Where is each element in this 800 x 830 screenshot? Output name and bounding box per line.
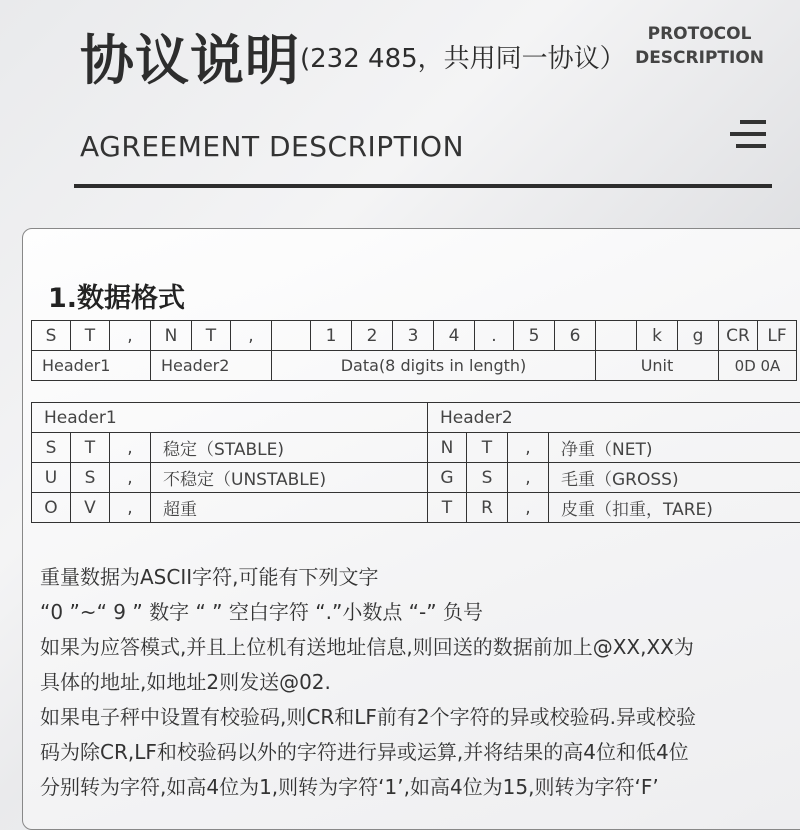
table-row <box>32 493 800 523</box>
description-line: 分别转为字符,如高4位为1,则转为字符‘1’,如高4位为15,则转为字符‘F’ <box>40 770 800 805</box>
header1-desc: 不稳定（UNSTABLE) <box>151 463 428 493</box>
header1-char: U <box>32 463 71 493</box>
header-divider <box>74 184 772 188</box>
header-definition-table <box>31 402 800 523</box>
format-cell: , <box>231 321 272 351</box>
page-subtitle: (232 485，共用同一协议） <box>300 38 626 75</box>
header1-title: Header1 <box>32 403 428 433</box>
header2-char: T <box>428 493 467 523</box>
header1-char: , <box>110 463 151 493</box>
protocol-label <box>635 22 764 70</box>
format-cell: T <box>192 321 231 351</box>
header2-char: S <box>467 463 508 493</box>
table-row <box>32 433 800 463</box>
header2-desc: 净重（NET) <box>549 433 800 463</box>
format-cell <box>596 321 637 351</box>
format-cell: LF <box>758 321 797 351</box>
agreement-heading: AGREEMENT DESCRIPTION <box>80 130 464 163</box>
format-cell: , <box>110 321 151 351</box>
header2-title: Header2 <box>428 403 800 433</box>
format-cell: 2 <box>352 321 393 351</box>
menu-icon[interactable] <box>730 120 766 150</box>
header1-char: V <box>71 493 110 523</box>
page-title: 协议说明 <box>80 18 300 95</box>
format-cell: 4 <box>434 321 475 351</box>
format-cell: T <box>71 321 110 351</box>
format-char-row <box>32 321 797 351</box>
header1-char: T <box>71 433 110 463</box>
format-label-header2: Header2 <box>151 351 272 381</box>
data-format-table <box>31 320 797 381</box>
format-label-data: Data(8 digits in length) <box>272 351 596 381</box>
format-cell: g <box>678 321 719 351</box>
table-row <box>32 463 800 493</box>
header2-desc: 皮重（扣重，TARE) <box>549 493 800 523</box>
description-line: 具体的地址,如地址2则发送@02. <box>40 665 800 700</box>
header1-char: S <box>32 433 71 463</box>
protocol-line-2: DESCRIPTION <box>635 46 764 70</box>
format-cell: 6 <box>555 321 596 351</box>
format-cell: k <box>637 321 678 351</box>
header1-char: , <box>110 493 151 523</box>
header2-char: , <box>508 433 549 463</box>
header2-char: , <box>508 463 549 493</box>
format-label-end: 0D 0A <box>719 351 797 381</box>
description-line: “0 ”~“ 9 ” 数字 “ ” 空白字符 “.”小数点 “-” 负号 <box>40 595 800 630</box>
header1-char: O <box>32 493 71 523</box>
description-line: 如果为应答模式,并且上位机有送地址信息,则回送的数据前加上@XX,XX为 <box>40 630 800 665</box>
header1-desc: 超重 <box>151 493 428 523</box>
format-cell <box>272 321 311 351</box>
header2-char: T <box>467 433 508 463</box>
description-line: 码为除CR,LF和校验码以外的字符进行异或运算,并将结果的高4位和低4位 <box>40 735 800 770</box>
protocol-line-1: PROTOCOL <box>635 22 764 46</box>
format-label-header1: Header1 <box>32 351 151 381</box>
header2-char: R <box>467 493 508 523</box>
header1-char: , <box>110 433 151 463</box>
format-label-row <box>32 351 797 381</box>
format-cell: N <box>151 321 192 351</box>
header2-char: , <box>508 493 549 523</box>
description-text <box>40 560 800 805</box>
description-line: 重量数据为ASCII字符,可能有下列文字 <box>40 560 800 595</box>
header1-desc: 稳定（STABLE) <box>151 433 428 463</box>
header1-char: S <box>71 463 110 493</box>
description-line: 如果电子秤中设置有校验码,则CR和LF前有2个字符的异或校验码.异或校验 <box>40 700 800 735</box>
header2-desc: 毛重（GROSS) <box>549 463 800 493</box>
format-cell: S <box>32 321 71 351</box>
format-cell: . <box>475 321 514 351</box>
section-title: 1.数据格式 <box>48 276 185 315</box>
format-label-unit: Unit <box>596 351 719 381</box>
format-cell: 3 <box>393 321 434 351</box>
format-cell: 1 <box>311 321 352 351</box>
header2-char: N <box>428 433 467 463</box>
header-title-row <box>32 403 800 433</box>
format-cell: CR <box>719 321 758 351</box>
header2-char: G <box>428 463 467 493</box>
format-cell: 5 <box>514 321 555 351</box>
